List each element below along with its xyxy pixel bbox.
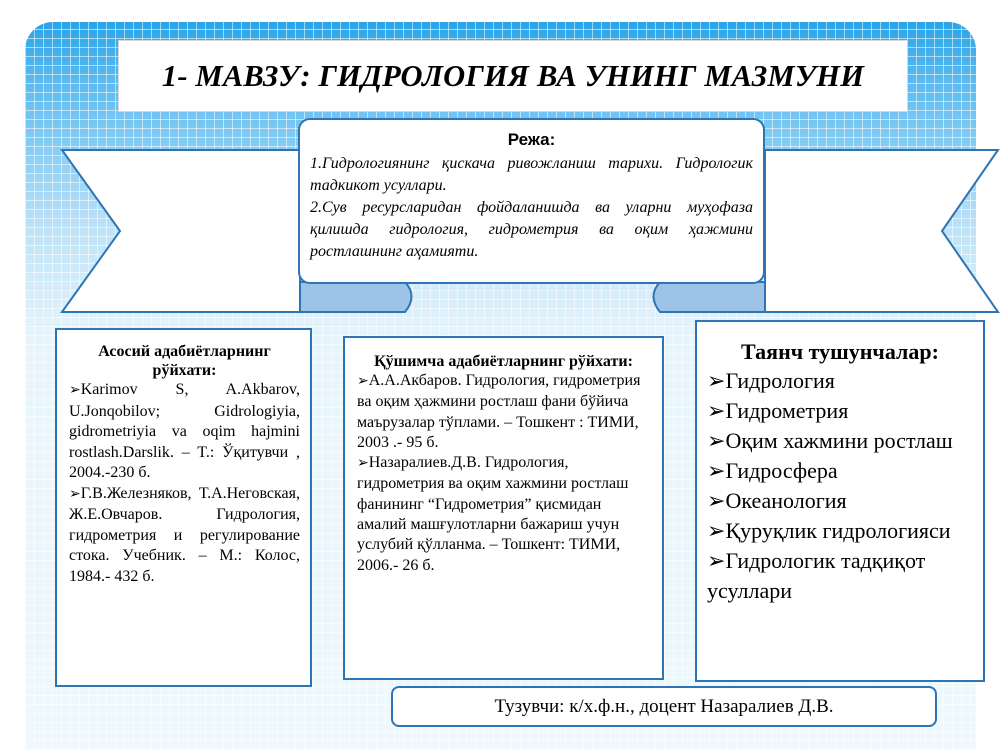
arrow-bullet-icon: ➢ [707,518,726,543]
arrow-bullet-icon: ➢ [69,383,81,398]
arrow-bullet-icon: ➢ [707,398,726,423]
ribbon-left-tail [62,150,300,312]
plan-heading: Режа: [507,130,556,149]
author-box [391,686,937,727]
main-literature-box [55,328,312,687]
concept-flow-regulation: Оқим хажмини ростлаш [725,428,953,453]
concept-hydrology: Гидрология [725,368,835,393]
arrow-bullet-icon: ➢ [707,488,726,513]
main-literature-heading: Асосий адабиётларнинг рўйхати: [98,343,271,379]
key-concepts-box [695,320,985,682]
concept-item [707,396,973,426]
extra-literature-heading: Қўшимча адабиётларнинг рўйхати: [374,353,633,370]
arrow-bullet-icon: ➢ [707,368,726,393]
plan-item-2: 2.Сув ресурсларидан фойдаланишда ва уларни муҳофаза қилишда гидрология, гидрометрия ва оқим ҳажмини ростлашнинг аҳамияти. [310,199,753,260]
concept-oceanology: Океанология [725,488,847,513]
arrow-bullet-icon: ➢ [707,428,726,453]
ribbon-right-tail [765,150,998,312]
main-literature-text-2: Г.В.Железняков, Т.А.Неговская, Ж.Е.Овчаров. Гидрология, гидрометрия и регулирование стока. Учебник. – М.: Колос, 1984.- 432 б. [69,484,300,585]
author-text: Тузувчи: к/х.ф.н., доцент Назаралиев Д.В. [494,695,834,717]
slide-title: 1- МАВЗУ: ГИДРОЛОГИЯ ВА УНИНГ МАЗМУНИ [161,58,865,93]
ribbon-left-fold [300,282,412,312]
key-concepts-heading: Таянч тушунчалар: [741,339,939,364]
plan-box [298,118,765,284]
extra-literature-box [343,336,664,680]
concept-item [707,546,973,606]
concept-item [707,456,973,486]
concept-item [707,366,973,396]
extra-literature-item [357,371,650,453]
arrow-bullet-icon: ➢ [357,456,369,472]
plan-item-1: 1.Гидрологиянинг қискача ривожланиш тарихи. Гидрологик тадкикот усуллари. [310,155,753,194]
main-literature-item [69,380,300,484]
arrow-bullet-icon: ➢ [69,486,81,502]
main-literature-item [69,484,300,588]
extra-literature-text-1: А.А.Акбаров. Гидрология, гидрометрия ва оқим ҳажмини ростлаш фани бўйича маърузалар тўплами. – Тошкент : ТИМИ, 2003 .- 95 б. [357,372,641,451]
concept-research-methods: Гидрологик тадқиқот усуллари [707,548,926,603]
extra-literature-text-2: Назаралиев.Д.В. Гидрология, гидрометрия ва оқим хажмини ростлаш фанининг “Гидрометрия” қисмидан амалий машғулотларни бажариш учун услубий қўлланма. – Тошкент: ТИМИ, 2006.- 26 б. [357,454,629,574]
arrow-bullet-icon: ➢ [707,548,726,573]
arrow-bullet-icon: ➢ [707,458,726,483]
concept-item [707,486,973,516]
concept-land-hydrology: Қуруқлик гидрологияси [725,518,951,543]
arrow-bullet-icon: ➢ [357,374,369,389]
concept-item [707,426,973,456]
main-literature-text-1: Karimov S, A.Akbarov, U.Jonqobilov; Gidrologiyia, gidrometriyia va oqim hajmini rostlash.Darslik. – T.: Ўқитувчи , 2004.-230 б. [69,381,300,481]
concept-hydrometry: Гидрометрия [725,398,849,423]
concept-hydrosphere: Гидросфера [725,458,838,483]
extra-literature-item [357,453,650,576]
concept-item [707,516,973,546]
ribbon-right-fold [654,282,766,312]
